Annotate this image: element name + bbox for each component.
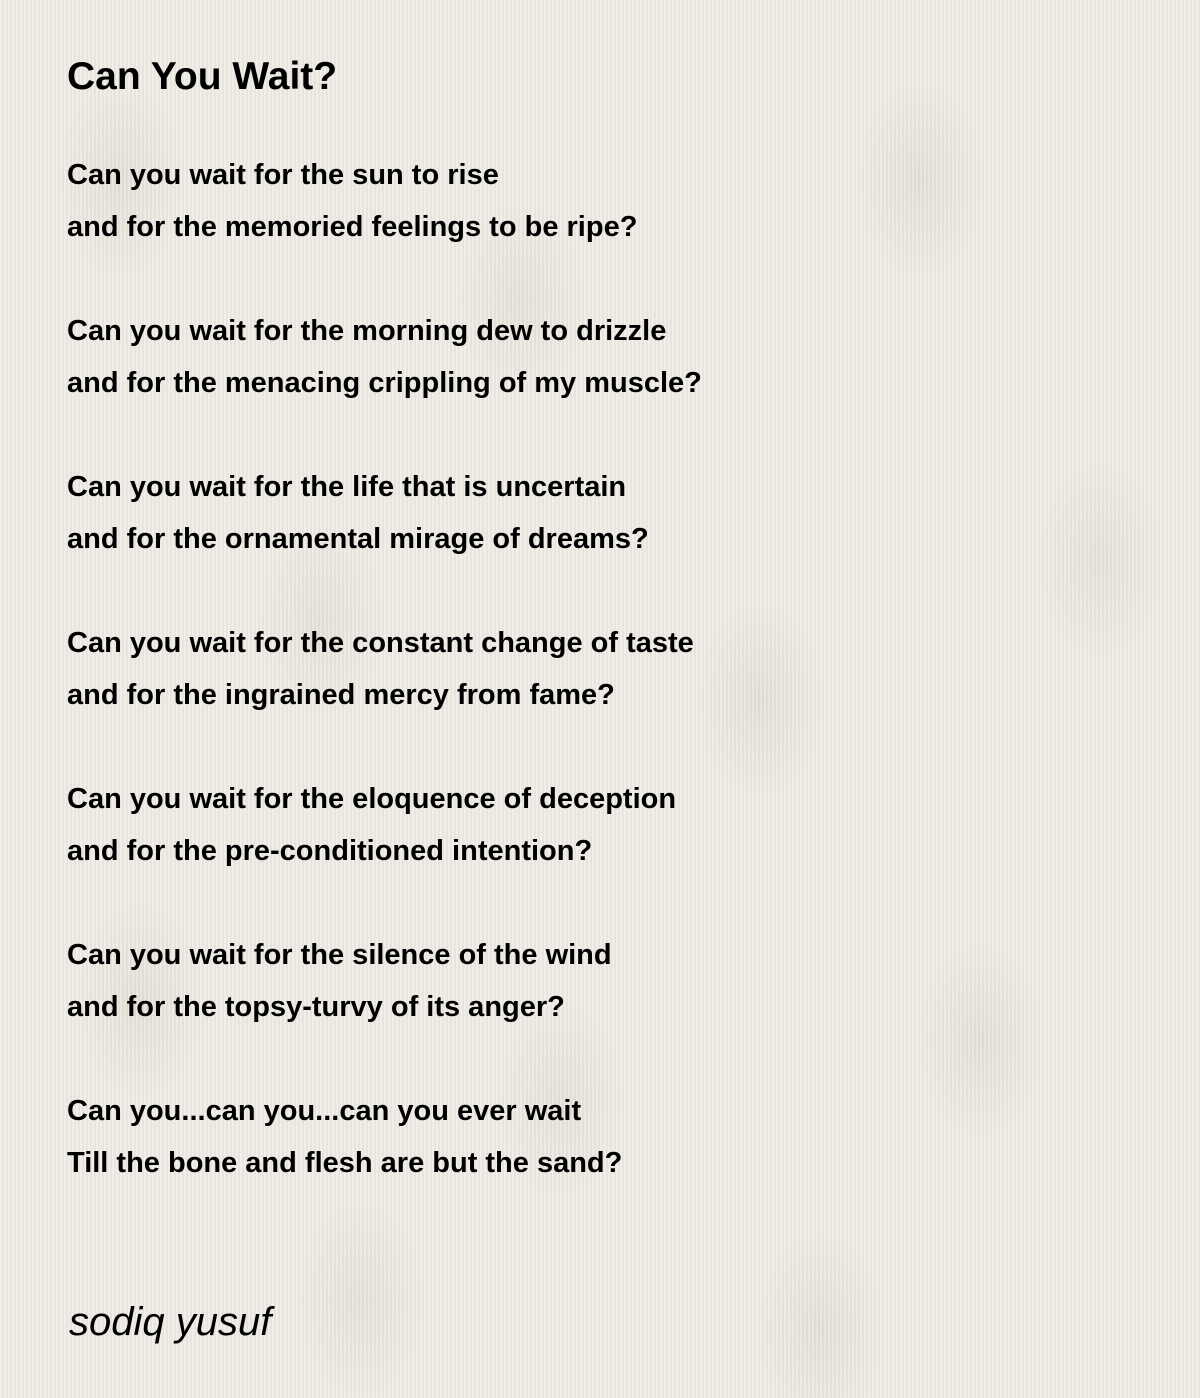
poem-line: Till the bone and flesh are but the sand? <box>67 1147 623 1179</box>
stanza-2 <box>67 305 702 409</box>
poem-line: Can you...can you...can you ever wait <box>67 1095 582 1127</box>
poem-line: and for the ingrained mercy from fame? <box>67 679 615 711</box>
poem-line: and for the topsy-turvy of its anger? <box>67 991 565 1023</box>
poem-line: and for the memoried feelings to be ripe? <box>67 211 638 243</box>
poem-line: Can you wait for the life that is uncertain <box>67 471 627 503</box>
poem-line: and for the menacing crippling of my muscle? <box>67 367 702 399</box>
stanza-4 <box>67 617 694 721</box>
poem-line: Can you wait for the constant change of taste <box>67 627 694 659</box>
poem-line: and for the ornamental mirage of dreams? <box>67 523 649 555</box>
poem-line: and for the pre-conditioned intention? <box>67 835 593 867</box>
author-name: sodiq yusuf <box>69 1300 272 1344</box>
stanza-5 <box>67 773 676 877</box>
poem-line: Can you wait for the silence of the wind <box>67 939 612 971</box>
poem-title: Can You Wait? <box>67 55 338 98</box>
stanza-6 <box>67 929 612 1033</box>
stanza-3 <box>67 461 649 565</box>
stanza-7 <box>67 1085 622 1189</box>
stanza-1 <box>67 149 637 253</box>
poem-line: Can you wait for the sun to rise <box>67 159 499 191</box>
poem-line: Can you wait for the morning dew to drizzle <box>67 315 667 347</box>
poem-line: Can you wait for the eloquence of deception <box>67 783 677 815</box>
